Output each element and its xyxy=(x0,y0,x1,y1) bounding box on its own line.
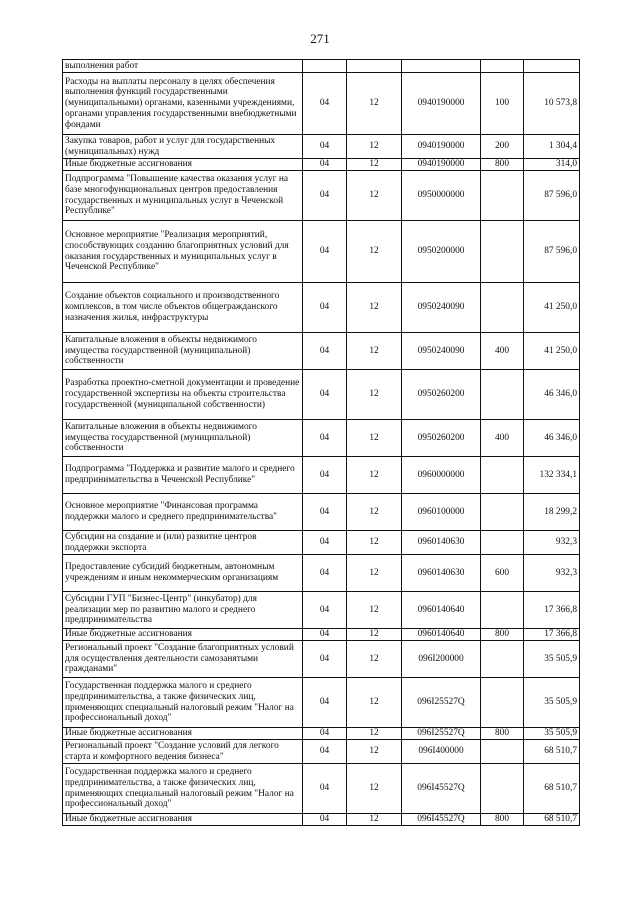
row-subsection-cell: 12 xyxy=(347,333,402,370)
row-amount-cell xyxy=(524,60,580,73)
row-name-cell: Основное мероприятие "Реализация мероприятий, способствующих созданию благоприятных условий для оказания государственных и муниципальных услуг в Чеченской Республике" xyxy=(63,221,303,283)
row-expense-type-cell xyxy=(481,592,524,629)
row-section-cell: 04 xyxy=(303,457,347,494)
table-row xyxy=(63,641,580,678)
row-name-cell: Субсидии ГУП "Бизнес-Центр" (инкубатор) для реализации мер по развитию малого и среднего предпринимательства xyxy=(63,592,303,629)
row-target-article-cell: 096I400000 xyxy=(402,740,481,764)
row-target-article-cell: 096I45527Q xyxy=(402,764,481,814)
row-subsection-cell: 12 xyxy=(347,641,402,678)
row-amount-cell: 35 505,9 xyxy=(524,728,580,740)
row-subsection-cell: 12 xyxy=(347,678,402,728)
row-target-article-cell: 096I200000 xyxy=(402,641,481,678)
row-amount-cell: 314,0 xyxy=(524,159,580,171)
table-row xyxy=(63,728,580,740)
row-subsection-cell: 12 xyxy=(347,159,402,171)
table-row xyxy=(63,221,580,283)
row-amount-cell: 17 366,8 xyxy=(524,592,580,629)
row-subsection-cell: 12 xyxy=(347,555,402,592)
row-subsection-cell: 12 xyxy=(347,728,402,740)
row-target-article-cell: 0960100000 xyxy=(402,494,481,531)
row-expense-type-cell: 800 xyxy=(481,159,524,171)
row-name-cell: Подпрограмма "Поддержка и развитие малого и среднего предпринимательства в Чеченской Республике" xyxy=(63,457,303,494)
row-section-cell: 04 xyxy=(303,531,347,555)
row-expense-type-cell xyxy=(481,531,524,555)
table-row xyxy=(63,494,580,531)
row-section-cell: 04 xyxy=(303,814,347,826)
row-expense-type-cell: 400 xyxy=(481,420,524,457)
table-row xyxy=(63,370,580,420)
table-row xyxy=(63,60,580,73)
row-name-cell: Основное мероприятие "Финансовая программа поддержки малого и среднего предпринимательства" xyxy=(63,494,303,531)
row-target-article-cell xyxy=(402,60,481,73)
row-subsection-cell: 12 xyxy=(347,629,402,641)
row-name-cell: Иные бюджетные ассигнования xyxy=(63,728,303,740)
row-section-cell: 04 xyxy=(303,555,347,592)
table-row xyxy=(63,531,580,555)
row-name-cell: Иные бюджетные ассигнования xyxy=(63,629,303,641)
row-expense-type-cell xyxy=(481,457,524,494)
row-expense-type-cell xyxy=(481,283,524,333)
row-section-cell: 04 xyxy=(303,283,347,333)
row-subsection-cell: 12 xyxy=(347,764,402,814)
row-amount-cell: 932,3 xyxy=(524,531,580,555)
row-target-article-cell: 0950240090 xyxy=(402,333,481,370)
row-name-cell: Государственная поддержка малого и среднего предпринимательства, а также физических лиц, применяющих специальный налоговый режим "Налог на профессиональный доход" xyxy=(63,678,303,728)
row-section-cell xyxy=(303,60,347,73)
row-name-cell: Капитальные вложения в объекты недвижимого имущества государственной (муниципальной) собственности xyxy=(63,420,303,457)
row-expense-type-cell: 800 xyxy=(481,629,524,641)
row-amount-cell: 932,3 xyxy=(524,555,580,592)
row-target-article-cell: 0960140630 xyxy=(402,555,481,592)
row-amount-cell: 46 346,0 xyxy=(524,420,580,457)
row-expense-type-cell: 600 xyxy=(481,555,524,592)
row-expense-type-cell xyxy=(481,370,524,420)
row-amount-cell: 132 334,1 xyxy=(524,457,580,494)
row-subsection-cell: 12 xyxy=(347,171,402,221)
row-target-article-cell: 0960140640 xyxy=(402,629,481,641)
row-target-article-cell: 0960140640 xyxy=(402,592,481,629)
row-amount-cell: 68 510,7 xyxy=(524,764,580,814)
row-target-article-cell: 0940190000 xyxy=(402,159,481,171)
row-target-article-cell: 0950000000 xyxy=(402,171,481,221)
row-amount-cell: 10 573,8 xyxy=(524,73,580,135)
row-expense-type-cell xyxy=(481,494,524,531)
row-name-cell: Государственная поддержка малого и среднего предпринимательства, а также физических лиц, применяющих специальный налоговый режим "Налог на профессиональный доход" xyxy=(63,764,303,814)
table-row xyxy=(63,333,580,370)
row-section-cell: 04 xyxy=(303,159,347,171)
row-subsection-cell xyxy=(347,60,402,73)
row-expense-type-cell xyxy=(481,678,524,728)
row-amount-cell: 68 510,7 xyxy=(524,814,580,826)
row-amount-cell: 87 596,0 xyxy=(524,171,580,221)
row-target-article-cell: 0950200000 xyxy=(402,221,481,283)
row-name-cell: выполнения работ xyxy=(63,60,303,73)
row-amount-cell: 18 299,2 xyxy=(524,494,580,531)
table-row xyxy=(63,678,580,728)
row-section-cell: 04 xyxy=(303,728,347,740)
row-subsection-cell: 12 xyxy=(347,370,402,420)
table-row xyxy=(63,555,580,592)
row-expense-type-cell: 800 xyxy=(481,814,524,826)
row-name-cell: Предоставление субсидий бюджетным, автономным учреждениям и иным некоммерческим организациям xyxy=(63,555,303,592)
row-target-article-cell: 096I25527Q xyxy=(402,678,481,728)
row-section-cell: 04 xyxy=(303,221,347,283)
row-subsection-cell: 12 xyxy=(347,420,402,457)
table-row xyxy=(63,73,580,135)
table-row xyxy=(63,171,580,221)
row-expense-type-cell xyxy=(481,60,524,73)
row-target-article-cell: 0940190000 xyxy=(402,73,481,135)
row-expense-type-cell: 100 xyxy=(481,73,524,135)
row-expense-type-cell: 800 xyxy=(481,728,524,740)
row-name-cell: Закупка товаров, работ и услуг для государственных (муниципальных) нужд xyxy=(63,135,303,159)
table-row xyxy=(63,814,580,826)
table-row xyxy=(63,159,580,171)
row-section-cell: 04 xyxy=(303,494,347,531)
row-name-cell: Создание объектов социального и производственного комплексов, в том числе объектов общегражданского назначения жилья, инфраструктуры xyxy=(63,283,303,333)
row-amount-cell: 35 505,9 xyxy=(524,678,580,728)
row-expense-type-cell: 200 xyxy=(481,135,524,159)
row-amount-cell: 41 250,0 xyxy=(524,283,580,333)
row-subsection-cell: 12 xyxy=(347,592,402,629)
budget-table-body xyxy=(63,60,580,826)
row-expense-type-cell xyxy=(481,641,524,678)
row-section-cell: 04 xyxy=(303,370,347,420)
budget-table xyxy=(62,59,580,826)
row-amount-cell: 68 510,7 xyxy=(524,740,580,764)
row-expense-type-cell xyxy=(481,221,524,283)
row-target-article-cell: 0940190000 xyxy=(402,135,481,159)
table-row xyxy=(63,764,580,814)
row-target-article-cell: 0950260200 xyxy=(402,370,481,420)
row-name-cell: Подпрограмма "Повышение качества оказания услуг на базе многофункциональных центров предоставления государственных и муниципальных услуг в Чеченской Республике" xyxy=(63,171,303,221)
row-subsection-cell: 12 xyxy=(347,740,402,764)
row-section-cell: 04 xyxy=(303,135,347,159)
row-expense-type-cell xyxy=(481,171,524,221)
row-subsection-cell: 12 xyxy=(347,494,402,531)
row-amount-cell: 1 304,4 xyxy=(524,135,580,159)
row-section-cell: 04 xyxy=(303,592,347,629)
row-section-cell: 04 xyxy=(303,420,347,457)
row-target-article-cell: 0950260200 xyxy=(402,420,481,457)
row-subsection-cell: 12 xyxy=(347,531,402,555)
row-subsection-cell: 12 xyxy=(347,814,402,826)
row-section-cell: 04 xyxy=(303,333,347,370)
row-target-article-cell: 0960140630 xyxy=(402,531,481,555)
row-amount-cell: 17 366,8 xyxy=(524,629,580,641)
row-name-cell: Расходы на выплаты персоналу в целях обеспечения выполнения функций государственными (муниципальными) органами, казенными учреждениями, органами управления государственными внебюджетными фондами xyxy=(63,73,303,135)
row-amount-cell: 35 505,9 xyxy=(524,641,580,678)
table-row xyxy=(63,457,580,494)
row-name-cell: Региональный проект "Создание условий для легкого старта и комфортного ведения бизнеса" xyxy=(63,740,303,764)
row-name-cell: Иные бюджетные ассигнования xyxy=(63,814,303,826)
row-amount-cell: 87 596,0 xyxy=(524,221,580,283)
row-subsection-cell: 12 xyxy=(347,73,402,135)
table-row xyxy=(63,592,580,629)
row-subsection-cell: 12 xyxy=(347,283,402,333)
row-target-article-cell: 096I45527Q xyxy=(402,814,481,826)
row-name-cell: Капитальные вложения в объекты недвижимого имущества государственной (муниципальной) собственности xyxy=(63,333,303,370)
page-number: 271 xyxy=(310,31,330,46)
row-amount-cell: 46 346,0 xyxy=(524,370,580,420)
table-row xyxy=(63,420,580,457)
table-row xyxy=(63,629,580,641)
row-target-article-cell: 096I25527Q xyxy=(402,728,481,740)
row-section-cell: 04 xyxy=(303,740,347,764)
row-name-cell: Субсидии на создание и (или) развитие центров поддержки экспорта xyxy=(63,531,303,555)
row-subsection-cell: 12 xyxy=(347,457,402,494)
row-expense-type-cell: 400 xyxy=(481,333,524,370)
row-subsection-cell: 12 xyxy=(347,135,402,159)
row-section-cell: 04 xyxy=(303,629,347,641)
row-expense-type-cell xyxy=(481,740,524,764)
row-target-article-cell: 0950240090 xyxy=(402,283,481,333)
row-name-cell: Иные бюджетные ассигнования xyxy=(63,159,303,171)
table-row xyxy=(63,135,580,159)
row-name-cell: Разработка проектно-сметной документации и проведение государственной экспертизы на объекты строительства государственной (муниципальной собственности) xyxy=(63,370,303,420)
row-amount-cell: 41 250,0 xyxy=(524,333,580,370)
row-section-cell: 04 xyxy=(303,678,347,728)
table-row xyxy=(63,740,580,764)
row-name-cell: Региональный проект "Создание благоприятных условий для осуществления деятельности самозанятыми гражданами" xyxy=(63,641,303,678)
row-expense-type-cell xyxy=(481,764,524,814)
row-section-cell: 04 xyxy=(303,764,347,814)
row-section-cell: 04 xyxy=(303,171,347,221)
row-target-article-cell: 0960000000 xyxy=(402,457,481,494)
table-row xyxy=(63,283,580,333)
row-section-cell: 04 xyxy=(303,73,347,135)
row-subsection-cell: 12 xyxy=(347,221,402,283)
row-section-cell: 04 xyxy=(303,641,347,678)
